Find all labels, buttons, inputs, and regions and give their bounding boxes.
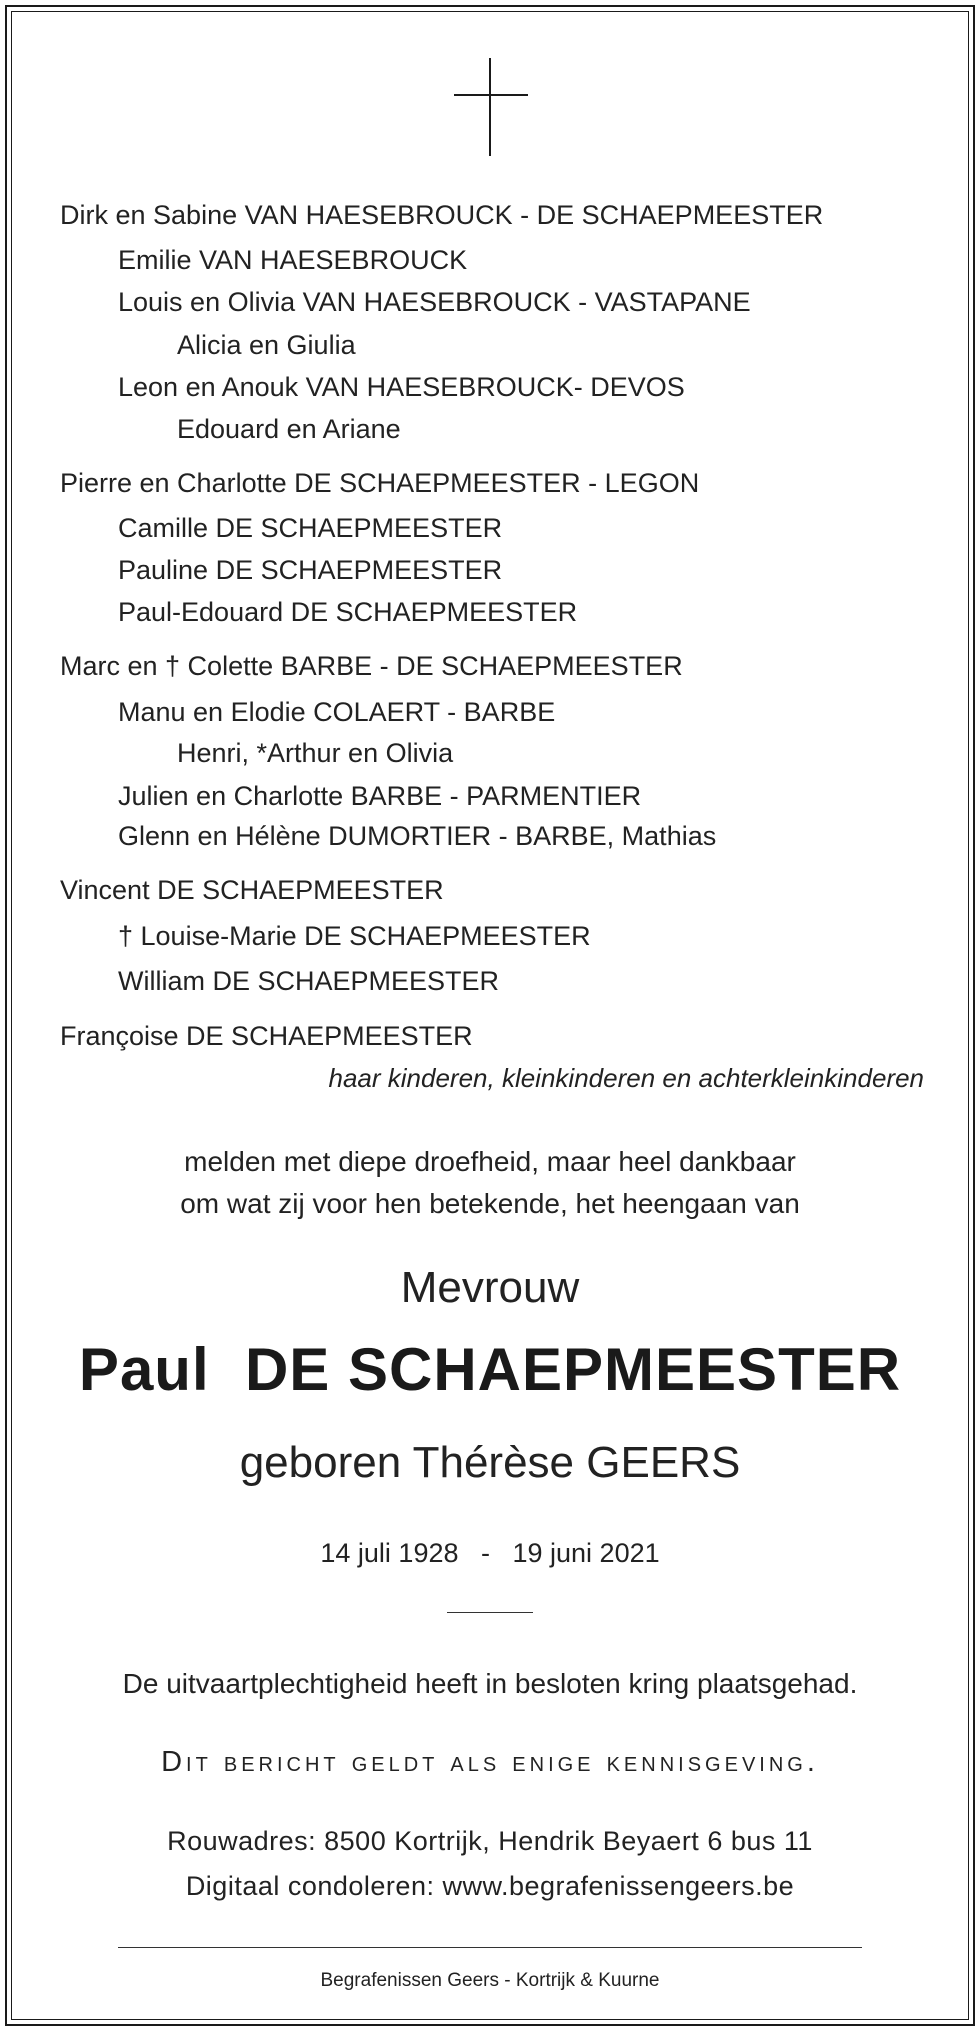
family-grandchildren: Edouard en Ariane	[177, 414, 401, 444]
family-head: Pierre en Charlotte DE SCHAEPMEESTER - LEGON	[60, 468, 700, 498]
mourning-address: Rouwadres: 8500 Kortrijk, Hendrik Beyaert 6 bus 11	[167, 1826, 813, 1856]
family-grandchildren: Alicia en Giulia	[177, 330, 356, 360]
family-member: Leon en Anouk VAN HAESEBROUCK- DEVOS	[118, 372, 685, 402]
notice-note: Dit bericht geldt als enige kennisgeving.	[161, 1746, 819, 1778]
family-member: William DE SCHAEPMEESTER	[118, 966, 500, 996]
cross-icon	[454, 58, 528, 156]
family-member: Glenn en Hélène DUMORTIER - BARBE, Mathias	[118, 821, 717, 851]
announce-line-1: melden met diepe droefheid, maar heel dankbaar	[184, 1146, 796, 1177]
funeral-note: De uitvaartplechtigheid heeft in besloten kring plaatsgehad.	[122, 1668, 858, 1699]
family-grandchildren: Henri, *Arthur en Olivia	[177, 738, 454, 768]
family-member: Louis en Olivia VAN HAESEBROUCK - VASTAPANE	[118, 287, 751, 317]
condolence-website[interactable]: Digitaal condoleren: www.begrafenissengeers.be	[185, 1871, 795, 1901]
family-member: Camille DE SCHAEPMEESTER	[118, 513, 503, 543]
family-member: Paul-Edouard DE SCHAEPMEESTER	[118, 597, 578, 627]
family-member: Manu en Elodie COLAERT - BARBE	[118, 697, 556, 727]
family-member: Julien en Charlotte BARBE - PARMENTIER	[118, 781, 642, 811]
deceased-title: Mevrouw	[400, 1263, 580, 1312]
family-closing: haar kinderen, kleinkinderen en achterkleinkinderen	[328, 1063, 924, 1093]
deceased-name: Paul DE SCHAEPMEESTER	[78, 1336, 902, 1403]
family-member: † Louise-Marie DE SCHAEPMEESTER	[118, 921, 591, 951]
family-head: Dirk en Sabine VAN HAESEBROUCK - DE SCHAEPMEESTER	[60, 200, 824, 230]
deceased-birth-name: geboren Thérèse GEERS	[239, 1438, 741, 1487]
family-head: Marc en † Colette BARBE - DE SCHAEPMEESTER	[60, 651, 683, 681]
deceased-dates: 14 juli 1928 - 19 juni 2021	[320, 1538, 660, 1568]
short-divider	[447, 1612, 533, 1613]
family-head: Vincent DE SCHAEPMEESTER	[60, 875, 444, 905]
funeral-home-footer: Begrafenissen Geers - Kortrijk & Kuurne	[320, 1970, 660, 1991]
announce-line-2: om wat zij voor hen betekende, het heengaan van	[180, 1188, 800, 1219]
family-member: Pauline DE SCHAEPMEESTER	[118, 555, 503, 585]
long-divider	[118, 1947, 862, 1948]
family-member: Emilie VAN HAESEBROUCK	[118, 245, 468, 275]
family-head: Françoise DE SCHAEPMEESTER	[60, 1021, 473, 1051]
